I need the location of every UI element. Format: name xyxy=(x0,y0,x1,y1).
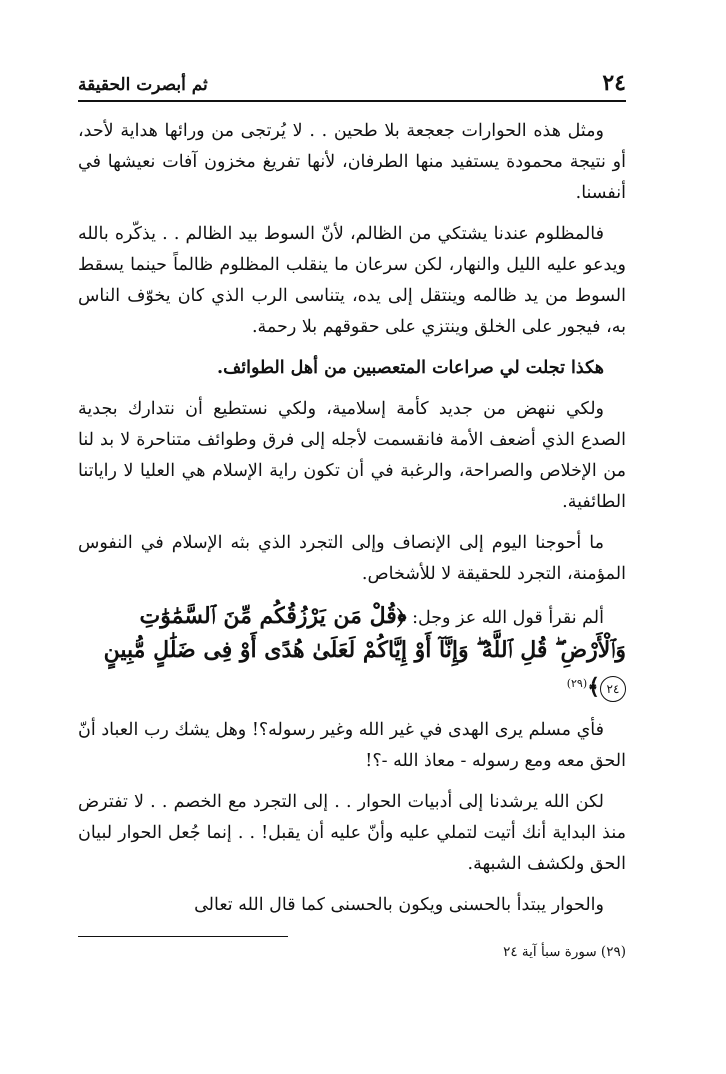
quran-closing-bracket: ﴾ xyxy=(587,673,600,700)
quran-intro: ألم نقرأ قول الله عز وجل: xyxy=(412,608,604,628)
running-title: ثم أبصرت الحقيقة xyxy=(78,75,208,95)
footnote-divider xyxy=(78,936,288,937)
page-number: ٢٤ xyxy=(602,70,626,96)
paragraph: لكن الله يرشدنا إلى أدبيات الحوار . . إلى التجرد مع الخصم . . لا تفترض منذ البداية أنك أتيت لتملي عليه وأنّ عليه أن يقبل! . . إنما جُعل الحوار لبيان الحق ولكشف الشبهة. xyxy=(78,791,626,874)
book-page xyxy=(78,70,626,1000)
body-text xyxy=(78,116,626,921)
ayah-number-marker: ٢٤ xyxy=(600,676,626,702)
footnote: (٢٩) سورة سبأ آية ٢٤ xyxy=(503,944,626,960)
paragraph: والحوار يبتدأ بالحسنى ويكون بالحسنى كما قال الله تعالى xyxy=(194,894,604,915)
paragraph: ومثل هذه الحوارات جعجعة بلا طحين . . لا يُرتجى من ورائها هداية لأحد، أو نتيجة محمودة يستفيد منها الطرفان، لأنها تفريغ مخزون آفات نعيشها في أنفسنا. xyxy=(78,121,626,203)
footnote-reference: (٢٩) xyxy=(566,677,588,690)
page-header xyxy=(78,70,626,102)
quran-verse: ﴿قُلْ مَن يَرْزُقُكُم مِّنَ ٱلسَّمَٰوَٰتِ وَٱلْأَرْضِ ۖ قُلِ ٱللَّهُ ۖ وَإِنَّآ أَوْ إِيَّاكُمْ لَعَلَىٰ هُدًى أَوْ فِى ضَلَٰلٍ مُّبِينٍ xyxy=(103,603,626,663)
paragraph: ولكي ننهض من جديد كأمة إسلامية، ولكي نستطيع أن نتدارك بجدية الصدع الذي أضعف الأمة فانقسمت لأجله إلى فرق وطوائف متناحرة لا بد لنا من الإخلاص والصراحة، والرغبة في أن تكون راية الإسلام هي العليا لا راياتنا الطائفية. xyxy=(78,399,626,512)
paragraph: فالمظلوم عندنا يشتكي من الظالم، لأنّ السوط بيد الظالم . . يذكّره بالله ويدعو عليه الليل والنهار، لكن سرعان ما ينقلب المظلوم ظالماً حينما يسقط السوط من يد ظالمه وينتقل إلى يده، يتناسى الرب الذي كان يخوّف الناس به، فيجور على الخلق وينتزي على حقوقهم بلا رحمة. xyxy=(78,224,626,337)
paragraph: فأي مسلم يرى الهدى في غير الله وغير رسوله؟! وهل يشك رب العباد أنّ الحق معه ومع رسوله - معاذ الله -؟! xyxy=(78,719,626,771)
quran-quote xyxy=(78,600,626,705)
paragraph: ما أحوجنا اليوم إلى الإنصاف وإلى التجرد الذي بثه الإسلام في النفوس المؤمنة، التجرد للحقيقة لا للأشخاص. xyxy=(78,533,626,584)
paragraph: هكذا تجلت لي صراعات المتعصبين من أهل الطوائف. xyxy=(217,358,604,378)
